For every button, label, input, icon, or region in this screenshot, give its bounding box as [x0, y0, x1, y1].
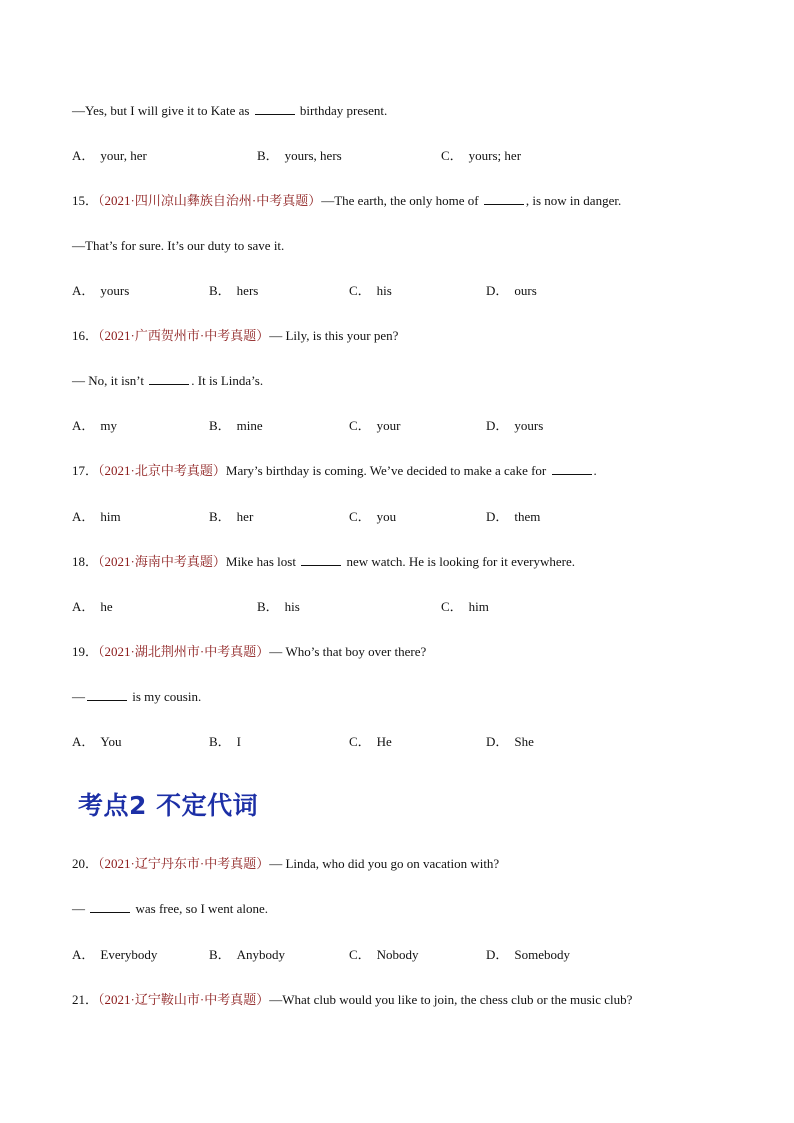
answer-blank[interactable] — [255, 103, 295, 115]
q20-option-a[interactable]: A． Everybody — [72, 947, 158, 962]
question-source: （2021·北京中考真题） — [98, 463, 226, 478]
q18-stem: 18．（2021·海南中考真题）Mike has lost new watch. He is looking for it everywhere. — [72, 554, 575, 569]
q14-reply: —Yes, but I will give it to Kate as birthday present. — [72, 103, 388, 118]
answer-blank[interactable] — [149, 373, 189, 385]
q16-option-d[interactable]: D． yours — [486, 418, 544, 433]
q16-reply: — No, it isn’t . It is Linda’s. — [72, 373, 264, 388]
q19-option-b[interactable]: B． I — [209, 734, 242, 749]
answer-blank[interactable] — [552, 463, 592, 475]
answer-blank[interactable] — [484, 193, 524, 205]
question-source: （2021·广西贺州市·中考真题） — [98, 328, 270, 343]
q17-option-c[interactable]: C． you — [349, 509, 397, 524]
question-source: （2021·四川凉山彝族自治州·中考真题） — [98, 193, 322, 208]
q17-option-b[interactable]: B． her — [209, 509, 254, 524]
q15-option-c[interactable]: C． his — [349, 283, 392, 298]
q17-option-d[interactable]: D． them — [486, 509, 541, 524]
q16-option-c[interactable]: C． your — [349, 418, 401, 433]
question-source: （2021·湖北荆州市·中考真题） — [98, 644, 270, 659]
q18-option-c[interactable]: C． him — [441, 599, 489, 614]
q20-option-c[interactable]: C． Nobody — [349, 947, 419, 962]
q15-option-a[interactable]: A． yours — [72, 283, 130, 298]
q20-reply: — was free, so I went alone. — [72, 901, 268, 916]
q19-option-a[interactable]: A． You — [72, 734, 122, 749]
q14-option-a[interactable]: A． your, her — [72, 148, 147, 163]
q19-option-d[interactable]: D． She — [486, 734, 534, 749]
question-source: （2021·辽宁鞍山市·中考真题） — [98, 992, 270, 1007]
q21-stem: 21．（2021·辽宁鞍山市·中考真题）—What club would you like to join, the chess club or the music club? — [72, 992, 633, 1007]
q15-stem: 15．（2021·四川凉山彝族自治州·中考真题）—The earth, the only home of , is now in danger. — [72, 193, 622, 208]
q15-option-d[interactable]: D． ours — [486, 283, 537, 298]
q14-option-b[interactable]: B． yours, hers — [257, 148, 342, 163]
question-source: （2021·辽宁丹东市·中考真题） — [98, 856, 270, 871]
answer-blank[interactable] — [90, 901, 130, 913]
answer-blank[interactable] — [301, 554, 341, 566]
q17-stem: 17．（2021·北京中考真题）Mary’s birthday is coming. We’ve decided to make a cake for . — [72, 463, 597, 478]
answer-blank[interactable] — [87, 689, 127, 701]
q16-stem: 16．（2021·广西贺州市·中考真题）— Lily, is this your pen? — [72, 328, 399, 343]
section-heading: 考点2 不定代词 — [78, 791, 259, 820]
q14-option-c[interactable]: C． yours; her — [441, 148, 522, 163]
q15-option-b[interactable]: B． hers — [209, 283, 259, 298]
q20-option-d[interactable]: D． Somebody — [486, 947, 571, 962]
q15-reply: —That’s for sure. It’s our duty to save it. — [72, 238, 285, 253]
q17-option-a[interactable]: A． him — [72, 509, 121, 524]
q19-stem: 19．（2021·湖北荆州市·中考真题）— Who’s that boy over there? — [72, 644, 427, 659]
q18-option-a[interactable]: A． he — [72, 599, 113, 614]
q16-option-a[interactable]: A． my — [72, 418, 118, 433]
q18-option-b[interactable]: B． his — [257, 599, 300, 614]
q20-stem: 20．（2021·辽宁丹东市·中考真题）— Linda, who did you go on vacation with? — [72, 856, 500, 871]
q16-option-b[interactable]: B． mine — [209, 418, 263, 433]
q19-option-c[interactable]: C． He — [349, 734, 392, 749]
q19-reply: — is my cousin. — [72, 689, 202, 704]
q20-option-b[interactable]: B． Anybody — [209, 947, 286, 962]
question-source: （2021·海南中考真题） — [98, 554, 226, 569]
